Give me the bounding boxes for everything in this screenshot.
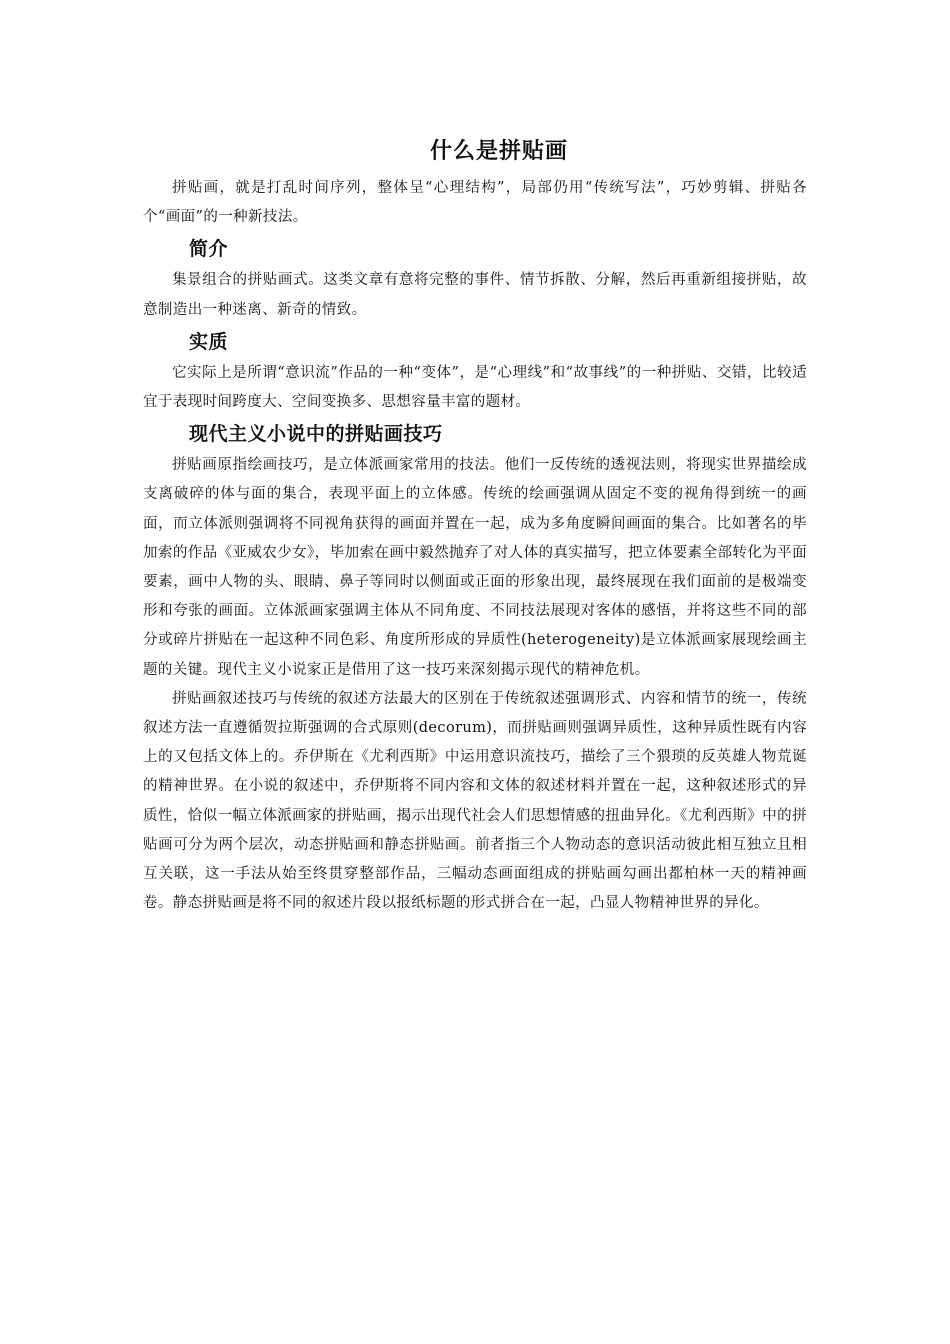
section-essence <box>143 325 807 417</box>
section-heading-modernist-collage: 现代主义小说中的拼贴画技巧 <box>189 423 443 446</box>
section-heading-essence: 实质 <box>189 330 229 353</box>
section-paragraph: 集景组合的拼贴画式。这类文章有意将完整的事件、情节拆散、分解，然后再重新组接拼贴，故意制造出一种迷离、新奇的情致。 <box>143 272 807 318</box>
section-paragraph: 拼贴画原指绘画技巧，是立体派画家常用的技法。他们一反传统的透视法则，将现实世界描绘成支离破碎的体与面的集合，表现平面上的立体感。传统的绘画强调从固定不变的视角得到统一的画面，而立体派则强调将不同视角获得的画面并置在一起，成为多角度瞬间画面的集合。比如著名的毕加索的作品《亚威农少女》，毕加索在画中毅然抛弃了对人体的真实描写，把立体要素全部转化为平面要素，画中人物的头、眼睛、鼻子等同时以侧面或正面的形象出现，最终展现在我们面前的是极端变形和夸张的画面。立体派画家强调主体从不同角度、不同技法展现对客体的感悟，并将这些不同的部分或碎片拼贴在一起这种不同色彩、角度所形成的异质性(heterogeneity)是立体派画家展现绘画主题的关键。现代主义小说家正是借用了这一技巧来深刻揭示现代的精神危机。 <box>143 457 807 678</box>
section-intro <box>143 232 807 324</box>
section-paragraph: 拼贴画叙述技巧与传统的叙述方法最大的区别在于传统叙述强调形式、内容和情节的统一，传统叙述方法一直遵循贺拉斯强调的合式原则(decorum)，而拼贴画则强调异质性，这种异质性既有内容上的又包括文体上的。乔伊斯在《尤利西斯》中运用意识流技巧，描绘了三个猥琐的反英雄人物荒诞的精神世界。在小说的叙述中，乔伊斯将不同内容和文体的叙述材料并置在一起，这种叙述形式的异质性，恰似一幅立体派画家的拼贴画，揭示出现代社会人们思想情感的扭曲异化。《尤利西斯》中的拼贴画可分为两个层次，动态拼贴画和静态拼贴画。前者指三个人物动态的意识活动彼此相互独立且相互关联，这一手法从始至终贯穿整部作品，三幅动态画面组成的拼贴画勾画出都柏林一天的精神画卷。静态拼贴画是将不同的叙述片段以报纸标题的形式拼合在一起，凸显人物精神世界的异化。 <box>143 690 807 912</box>
document-title: 什么是拼贴画 <box>429 139 568 164</box>
section-paragraph: 它实际上是所谓“意识流”作品的一种“变体”，是“心理线”和“故事线”的一种拼贴、交错，比较适宜于表现时间跨度大、空间变换多、思想容量丰富的题材。 <box>143 364 807 411</box>
section-modernist-collage <box>143 417 807 918</box>
section-heading-intro: 简介 <box>189 238 229 261</box>
document-page <box>143 132 807 918</box>
intro-paragraph: 拼贴画，就是打乱时间序列，整体呈“心理结构”，局部仍用“传统写法”，巧妙剪辑、拼贴各个“画面”的一种新技法。 <box>143 180 807 226</box>
